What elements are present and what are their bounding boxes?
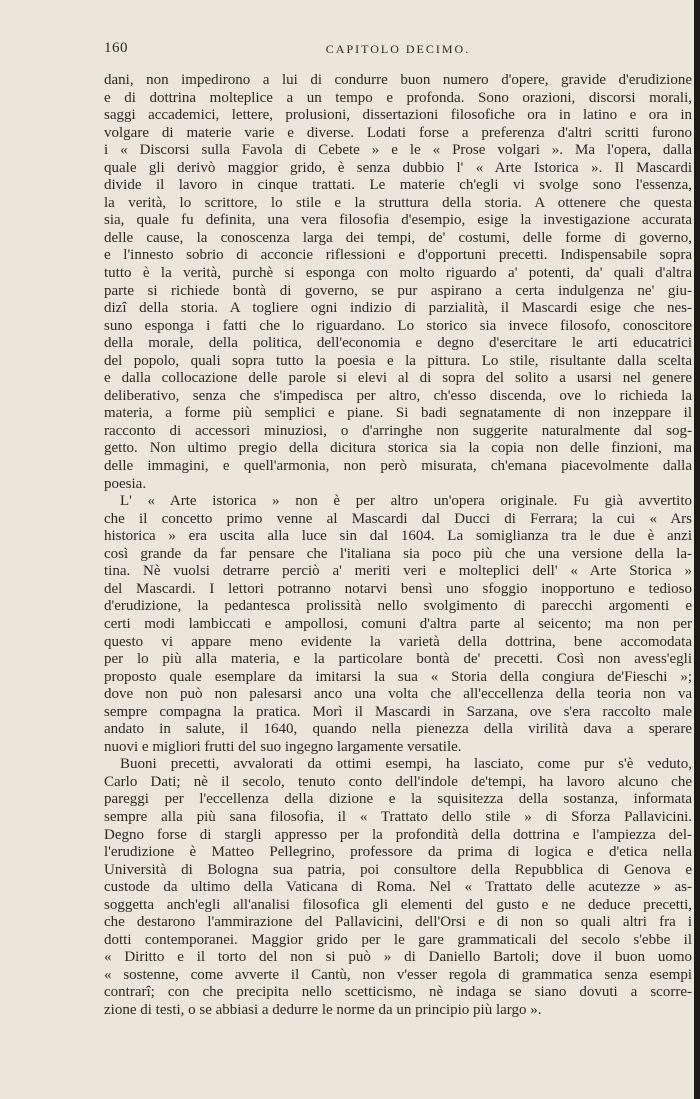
paragraph-end-line: zione di testi, o se abbiasi a dedurre le norme da un principio più largo ». [104,1001,542,1018]
text-line: proposto quale esemplare da imitarsi la sua « Storia della congiura de'Fieschi »; [104,668,692,685]
text-line: e dalla collocazione delle parole si elevi al di sopra del solito a usarsi nel genere [104,370,692,387]
text-line: custode da ultimo della Vaticana di Roma. Nel « Trattato delle acutezze » as- [104,879,692,896]
paragraph-start-line: L' « Arte istorica » non è per altro un'opera originale. Fu già avvertito [120,493,692,510]
text-line: la verità, lo scrittore, lo stile e la struttura della storia. A ottenere che questa [104,194,692,211]
text-line: soggetta anch'egli all'analisi filosofica gli elementi del gusto e ne deduce precetti, [104,896,692,913]
text-line: saggi accademici, lettere, prolusioni, dissertazioni filosofiche ora in latino e ora in [104,107,692,124]
text-line: dani, non impedirono a lui di condurre buon numero d'opere, gravide d'erudizione [104,72,692,88]
body-text [104,72,692,1020]
text-line: contrarî; con che precipita nello scetticismo, nè indaga se siano dovuti a scorre- [104,984,692,1001]
text-line: deliberativo, senza che s'impedisca per altro, ch'esso discenda, ove lo richieda la [104,387,692,404]
text-line: pareggi per l'eccellenza della dizione e la squisitezza della sostanza, informata [104,791,692,808]
text-line: suno esponga i fatti che lo riguardano. Lo storico sia invece filosofo, conoscitore [104,317,692,334]
text-line: dotti contemporanei. Maggior grido per le gare grammaticali del secolo s'ebbe il [104,931,692,948]
text-line: del Mascardi. I lettori potranno notarvi bensì uno sfoggio inopportuno e tedioso [104,580,692,597]
page-binding-edge [694,0,700,1099]
text-line: sempre compagna la pratica. Morì il Mascardi in Sarzana, ove s'era raccolto male [104,703,692,720]
text-line: e l'innesto sobrio di acconcie riflessioni e d'opportuni precetti. Indispensabile sopra [104,247,692,264]
running-title: CAPITOLO DECIMO. [325,42,471,56]
text-line: tina. Nè vuolsi detrarre perciò a' meriti veri e molteplici dell' « Arte Storica » [104,563,692,580]
text-line: Carlo Dati; nè il secolo, tenuto conto dell'indole de'tempi, ha lavoro alcuno che [104,773,692,790]
text-line: che il concetto primo venne al Mascardi dal Ducci di Ferrara; la cui « Ars [104,510,692,527]
text-line: d'erudizione, la pedantesca prolissità nello svolgimento di parecchi argomenti e [104,598,692,615]
text-line: « sostenne, come avverte il Cantù, non v'esser regola di grammatica senza esempi [104,966,692,983]
text-line: delle cause, la conoscenza larga dei tempi, de' costumi, delle forme di governo, [104,229,692,246]
text-line: sempre alla più sana filosofia, il « Trattato dello stile » di Sforza Pallavicini. [104,808,692,825]
text-line: getto. Non ultimo pregio della dicitura storica sia la copia non delle finzioni, ma [104,440,692,457]
text-line: racconto di accessori minuziosi, o d'arringhe non suggerite naturalmente dal sog- [104,422,692,439]
text-line: delle immagini, e quell'armonia, non però misurata, ch'emana piacevolmente dalla [104,458,692,475]
text-line: quale gli derivò maggior grido, è senza dubbio l' « Arte Istorica ». Il Mascardi [104,159,692,176]
text-line: tutto è la verità, purchè si esponga con molto riguardo a' potenti, da' quali d'altra [104,265,692,282]
text-line: « Diritto e il torto del non si può » di Daniello Bartoli; dove il buon uomo [104,949,692,966]
text-line: del popolo, quali sopra tutto la poesia e la pittura. Lo stile, risultante dalla scelta [104,352,692,369]
text-line: Università di Bologna sua patria, poi consultore della Repubblica di Genova e [104,861,692,878]
text-line: parte si richiede bontà di governo, se pur aspirano a certa indulgenza ne' giu- [104,282,692,299]
paragraph-end-line: poesia. [104,475,147,492]
text-line: dizî della storia. A togliere ogni indizio di parzialità, il Mascardi esige che nes- [104,300,692,317]
text-line: l'erudizione è Matteo Pellegrino, professore da prima di logica e d'etica nella [104,844,692,861]
text-line: i « Discorsi sulla Favola di Cebete » e le « Prose volgari ». Ma l'opera, dalla [104,142,692,159]
text-line: e di dottrina molteplice a un tempo e profonda. Sono orazioni, discorsi morali, [104,89,692,106]
text-line: andato in salute, il 1640, quando nella pienezza della virilità dava a sperare [104,721,692,738]
text-line: della morale, della politica, dell'economia e degno d'esercitare le arti educatrici [104,335,692,352]
text-line: divide il lavoro in cinque trattati. Le materie ch'egli vi svolge sono l'essenza, [104,177,692,194]
paragraph-start-line: Buoni precetti, avvalorati da ottimi esempi, ha lasciato, come pur s'è veduto, [120,756,692,773]
text-line: che destarono l'ammirazione del Pallavicini, dell'Orsi e di non so quali altri fra i [104,914,692,931]
text-line: dove non può non palesarsi anco una volta che all'eccellenza della teoria non va [104,686,692,703]
text-line: Degno forse di stargli appresso per la profondità della dottrina e l'ampiezza del- [104,826,692,843]
text-line: questo vi appare meno evidente la varietà della dottrina, bene accomodata [104,633,692,650]
text-line: volgare di materie varie e diverse. Lodati forse a preferenza d'altri scritti furono [104,124,692,141]
paragraph-end-line: nuovi e migliori frutti del suo ingegno largamente versatile. [104,738,462,755]
page-header [104,36,692,60]
page-number: 160 [104,40,128,56]
text-line: così grande da far pensare che l'italiana sia poco più che una versione della la- [104,545,692,562]
text-line: per lo più alla materia, e la particolare bontà de' precetti. Così non avess'egli [104,651,692,668]
text-line: materia, a forme più semplici e piane. Si badi segnatamente di non inzeppare il [104,405,692,422]
text-line: historica » era uscita alla luce sin dal 1604. La somiglianza tra le due è anzi [104,528,692,545]
text-line: certi modi lambiccati e ampollosi, comuni d'altra parte al seicento; ma non per [104,615,692,632]
text-line: sia, quale fu definita, una vera filosofia d'esempio, esige la investigazione accurata [104,212,692,229]
